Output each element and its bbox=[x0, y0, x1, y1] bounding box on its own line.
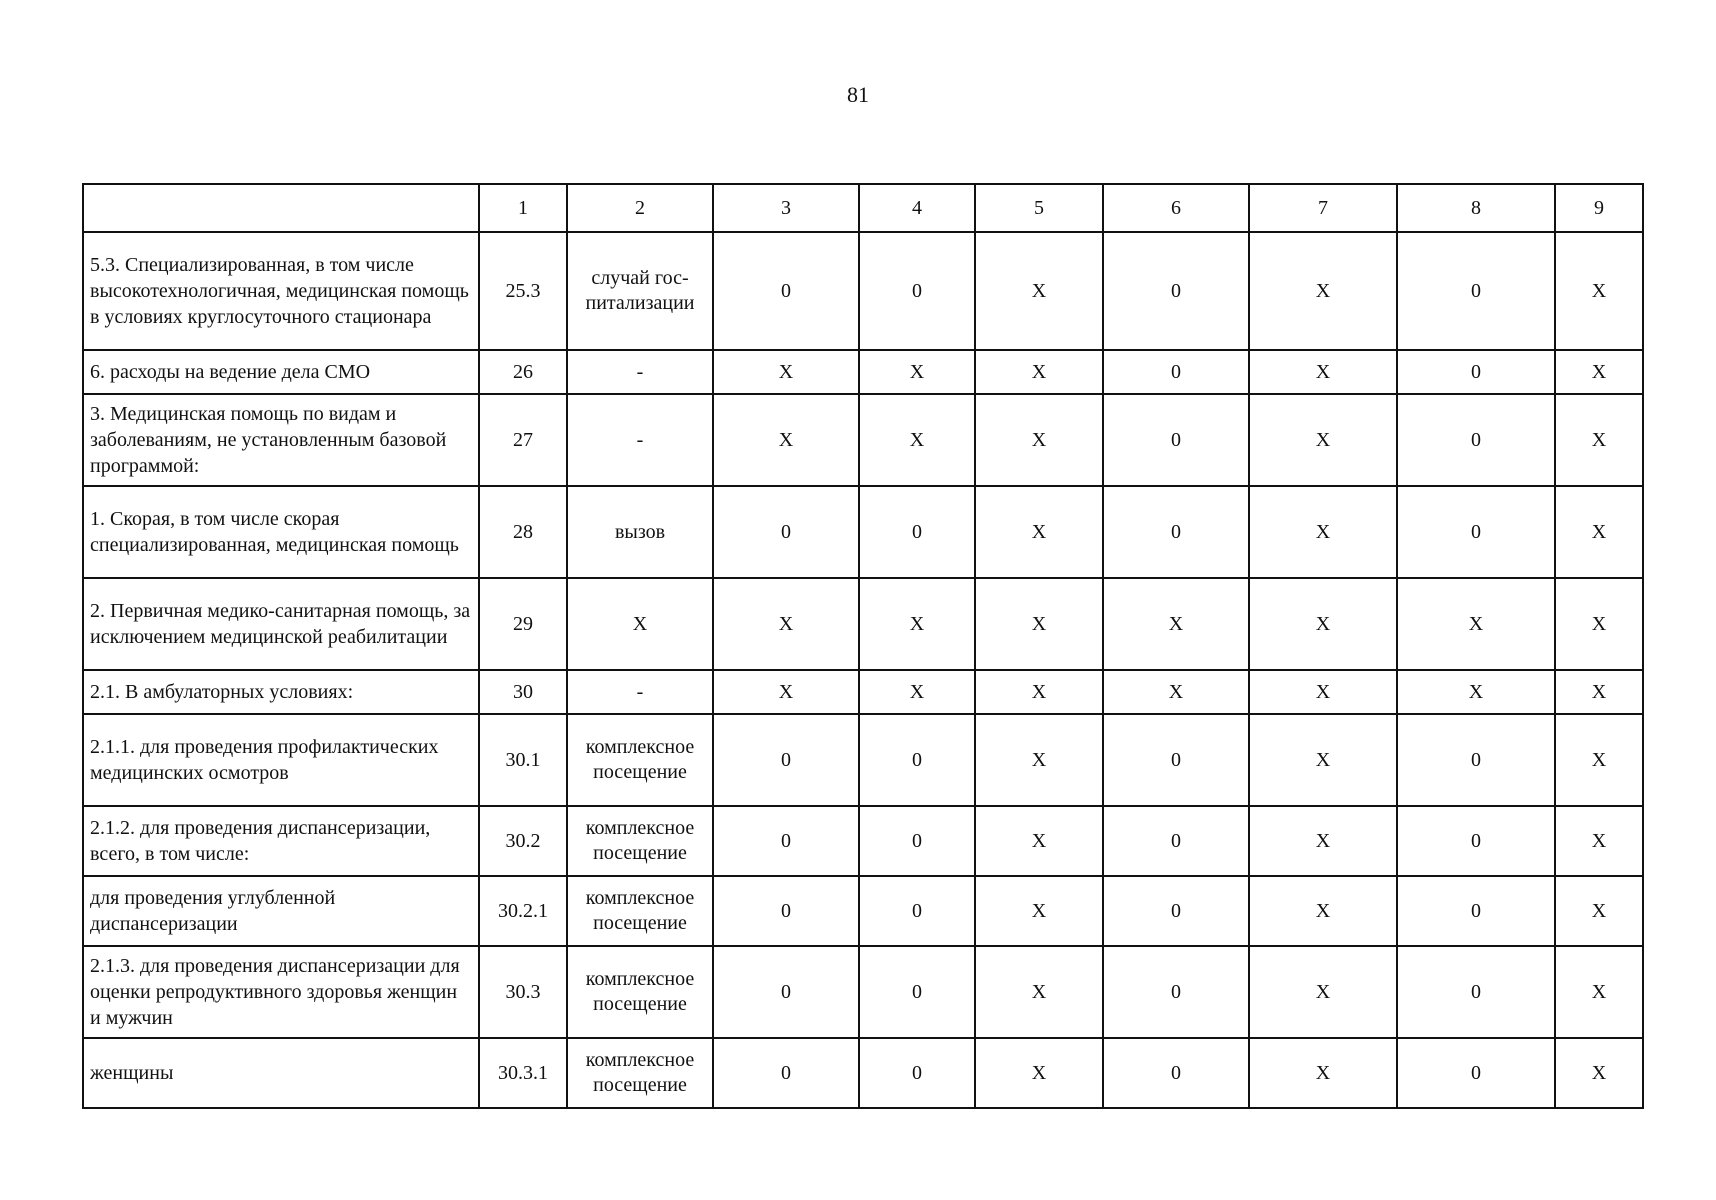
row-value-cell: 0 bbox=[1397, 1038, 1555, 1108]
header-cell: 3 bbox=[713, 184, 859, 232]
row-name-cell: 2.1.3. для проведения диспансеризации для оценки репродуктивного здоровья женщин и мужчин bbox=[83, 946, 479, 1038]
table-row bbox=[83, 670, 1643, 714]
row-value-cell: Х bbox=[1249, 714, 1397, 806]
header-cell: 5 bbox=[975, 184, 1103, 232]
row-value-cell: 0 bbox=[713, 486, 859, 578]
table-row bbox=[83, 232, 1643, 350]
row-unit-cell: Х bbox=[567, 578, 713, 670]
row-unit-cell: вызов bbox=[567, 486, 713, 578]
row-value-cell: Х bbox=[1249, 394, 1397, 486]
row-code-cell: 26 bbox=[479, 350, 567, 394]
header-cell: 9 bbox=[1555, 184, 1643, 232]
row-name-cell: женщины bbox=[83, 1038, 479, 1108]
row-value-cell: Х bbox=[975, 578, 1103, 670]
row-value-cell: Х bbox=[975, 486, 1103, 578]
row-value-cell: 0 bbox=[713, 1038, 859, 1108]
row-value-cell: 0 bbox=[713, 232, 859, 350]
row-unit-cell: комплексное посещение bbox=[567, 714, 713, 806]
row-value-cell: Х bbox=[1249, 670, 1397, 714]
row-code-cell: 25.3 bbox=[479, 232, 567, 350]
row-value-cell: 0 bbox=[1397, 232, 1555, 350]
data-table bbox=[82, 183, 1644, 1109]
row-value-cell: 0 bbox=[1397, 350, 1555, 394]
row-value-cell: 0 bbox=[1103, 394, 1249, 486]
row-value-cell: Х bbox=[1249, 806, 1397, 876]
row-value-cell: 0 bbox=[1397, 806, 1555, 876]
data-table-container bbox=[82, 183, 1642, 1109]
row-value-cell: Х bbox=[1555, 578, 1643, 670]
row-value-cell: Х bbox=[975, 350, 1103, 394]
row-value-cell: Х bbox=[713, 350, 859, 394]
header-cell: 6 bbox=[1103, 184, 1249, 232]
row-value-cell: Х bbox=[1249, 1038, 1397, 1108]
row-unit-cell: комплексное посещение bbox=[567, 1038, 713, 1108]
row-value-cell: 0 bbox=[859, 1038, 975, 1108]
row-name-cell: 3. Медицинская помощь по видам и заболеваниям, не установленным базовой программой: bbox=[83, 394, 479, 486]
row-value-cell: 0 bbox=[1397, 946, 1555, 1038]
row-name-cell: 2. Первичная медико-санитарная помощь, за исключением медицинской реабилитации bbox=[83, 578, 479, 670]
row-value-cell: Х bbox=[1555, 232, 1643, 350]
row-value-cell: Х bbox=[975, 1038, 1103, 1108]
row-value-cell: 0 bbox=[713, 946, 859, 1038]
row-value-cell: 0 bbox=[1397, 876, 1555, 946]
row-value-cell: Х bbox=[713, 670, 859, 714]
row-value-cell: 0 bbox=[1103, 714, 1249, 806]
row-value-cell: Х bbox=[975, 670, 1103, 714]
row-code-cell: 30.2 bbox=[479, 806, 567, 876]
row-value-cell: Х bbox=[975, 394, 1103, 486]
row-value-cell: Х bbox=[859, 578, 975, 670]
header-cell: 8 bbox=[1397, 184, 1555, 232]
header-cell: 4 bbox=[859, 184, 975, 232]
header-cell: 1 bbox=[479, 184, 567, 232]
row-value-cell: Х bbox=[713, 394, 859, 486]
header-cell: 7 bbox=[1249, 184, 1397, 232]
row-name-cell: для проведения углубленной диспансеризации bbox=[83, 876, 479, 946]
row-value-cell: 0 bbox=[859, 232, 975, 350]
row-value-cell: Х bbox=[1555, 670, 1643, 714]
row-value-cell: Х bbox=[1249, 578, 1397, 670]
row-value-cell: Х bbox=[859, 350, 975, 394]
row-value-cell: 0 bbox=[713, 876, 859, 946]
row-value-cell: Х bbox=[713, 578, 859, 670]
row-value-cell: Х bbox=[1249, 350, 1397, 394]
page-number: 81 bbox=[847, 82, 869, 107]
row-value-cell: 0 bbox=[1103, 946, 1249, 1038]
row-value-cell: 0 bbox=[1397, 714, 1555, 806]
row-name-cell: 6. расходы на ведение дела СМО bbox=[83, 350, 479, 394]
row-value-cell: Х bbox=[1397, 670, 1555, 714]
table-row bbox=[83, 806, 1643, 876]
row-value-cell: Х bbox=[975, 946, 1103, 1038]
row-value-cell: Х bbox=[1555, 486, 1643, 578]
row-value-cell: 0 bbox=[1103, 486, 1249, 578]
table-row bbox=[83, 578, 1643, 670]
table-body bbox=[83, 184, 1643, 1108]
table-row bbox=[83, 486, 1643, 578]
row-value-cell: Х bbox=[975, 232, 1103, 350]
row-code-cell: 28 bbox=[479, 486, 567, 578]
row-code-cell: 30.2.1 bbox=[479, 876, 567, 946]
table-row bbox=[83, 876, 1643, 946]
row-value-cell: 0 bbox=[1397, 486, 1555, 578]
table-row bbox=[83, 350, 1643, 394]
header-cell: 2 bbox=[567, 184, 713, 232]
row-value-cell: Х bbox=[1555, 946, 1643, 1038]
row-name-cell: 1. Скорая, в том числе скорая специализированная, медицинская помощь bbox=[83, 486, 479, 578]
row-value-cell: Х bbox=[1555, 350, 1643, 394]
row-value-cell: Х bbox=[1397, 578, 1555, 670]
row-value-cell: Х bbox=[975, 806, 1103, 876]
row-value-cell: 0 bbox=[859, 714, 975, 806]
row-unit-cell: случай гос-питализации bbox=[567, 232, 713, 350]
row-value-cell: 0 bbox=[859, 806, 975, 876]
row-value-cell: Х bbox=[1249, 946, 1397, 1038]
row-unit-cell: комплексное посещение bbox=[567, 806, 713, 876]
row-value-cell: 0 bbox=[1103, 232, 1249, 350]
table-header-row bbox=[83, 184, 1643, 232]
row-unit-cell: - bbox=[567, 350, 713, 394]
row-value-cell: Х bbox=[1249, 486, 1397, 578]
row-value-cell: Х bbox=[1555, 876, 1643, 946]
row-value-cell: Х bbox=[1103, 670, 1249, 714]
row-value-cell: 0 bbox=[1103, 1038, 1249, 1108]
row-code-cell: 30.3 bbox=[479, 946, 567, 1038]
row-code-cell: 27 bbox=[479, 394, 567, 486]
row-value-cell: Х bbox=[975, 876, 1103, 946]
row-name-cell: 5.3. Специализированная, в том числе высокотехнологичная, медицинская помощь в условиях круглосуточного стационара bbox=[83, 232, 479, 350]
row-code-cell: 30.3.1 bbox=[479, 1038, 567, 1108]
row-code-cell: 29 bbox=[479, 578, 567, 670]
row-value-cell: 0 bbox=[859, 486, 975, 578]
row-value-cell: Х bbox=[1555, 1038, 1643, 1108]
row-code-cell: 30.1 bbox=[479, 714, 567, 806]
row-value-cell: Х bbox=[1249, 876, 1397, 946]
table-row bbox=[83, 394, 1643, 486]
row-name-cell: 2.1. В амбулаторных условиях: bbox=[83, 670, 479, 714]
row-value-cell: Х bbox=[859, 394, 975, 486]
row-code-cell: 30 bbox=[479, 670, 567, 714]
row-value-cell: Х bbox=[1103, 578, 1249, 670]
row-value-cell: 0 bbox=[859, 946, 975, 1038]
row-value-cell: 0 bbox=[1103, 876, 1249, 946]
row-value-cell: Х bbox=[1555, 714, 1643, 806]
row-value-cell: 0 bbox=[1397, 394, 1555, 486]
row-value-cell: Х bbox=[1249, 232, 1397, 350]
row-value-cell: Х bbox=[1555, 806, 1643, 876]
row-value-cell: 0 bbox=[1103, 350, 1249, 394]
row-unit-cell: комплексное посещение bbox=[567, 946, 713, 1038]
row-value-cell: 0 bbox=[1103, 806, 1249, 876]
row-name-cell: 2.1.2. для проведения диспансеризации, всего, в том числе: bbox=[83, 806, 479, 876]
row-name-cell: 2.1.1. для проведения профилактических медицинских осмотров bbox=[83, 714, 479, 806]
table-row bbox=[83, 946, 1643, 1038]
row-unit-cell: - bbox=[567, 670, 713, 714]
row-value-cell: 0 bbox=[713, 714, 859, 806]
table-row bbox=[83, 714, 1643, 806]
header-cell bbox=[83, 184, 479, 232]
row-value-cell: 0 bbox=[713, 806, 859, 876]
row-unit-cell: - bbox=[567, 394, 713, 486]
row-value-cell: 0 bbox=[859, 876, 975, 946]
row-value-cell: Х bbox=[859, 670, 975, 714]
row-unit-cell: комплексное посещение bbox=[567, 876, 713, 946]
row-value-cell: Х bbox=[1555, 394, 1643, 486]
table-row bbox=[83, 1038, 1643, 1108]
row-value-cell: Х bbox=[975, 714, 1103, 806]
